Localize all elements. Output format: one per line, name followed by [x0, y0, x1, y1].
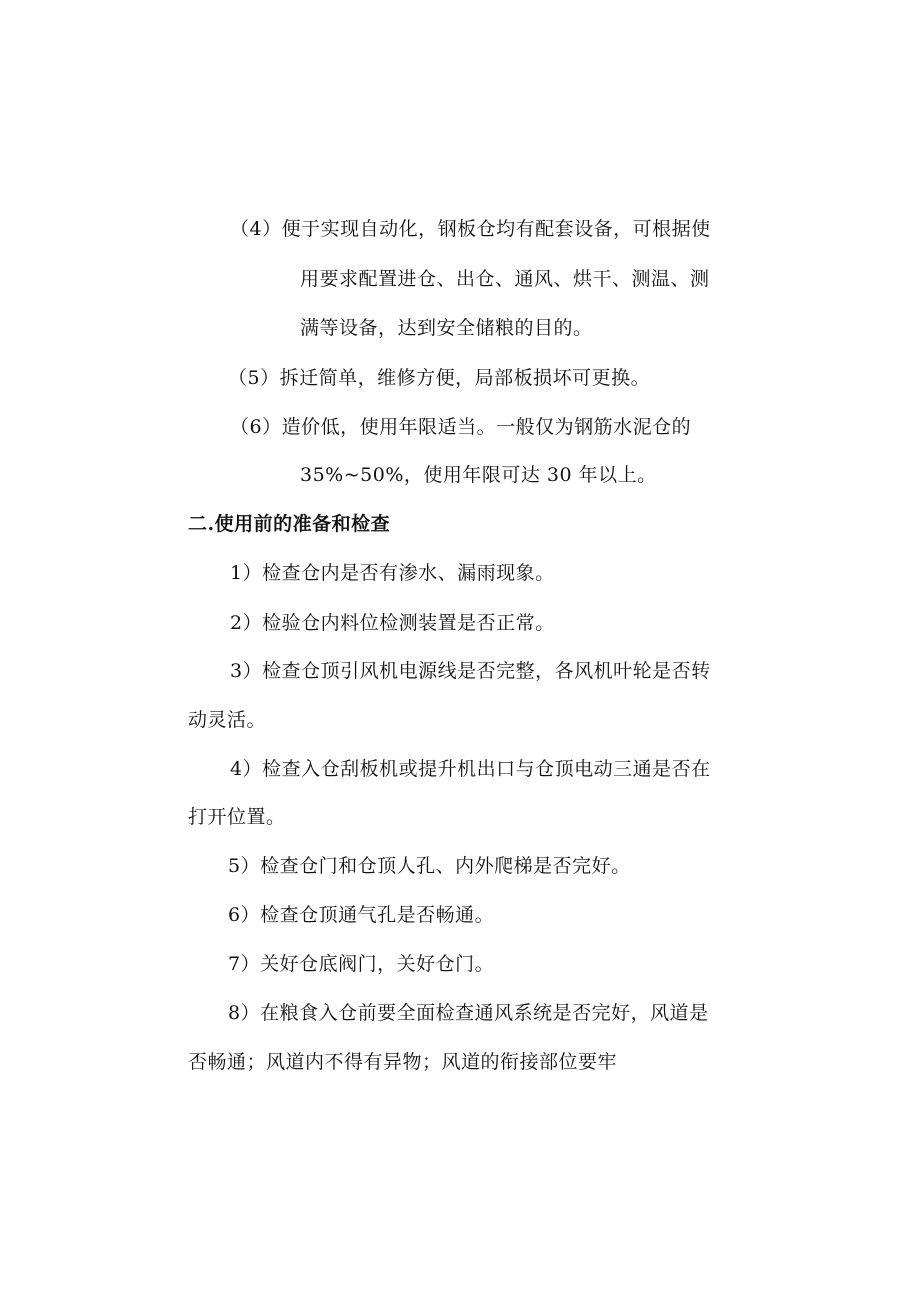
check-item-8-line-1: 8）在粮食入仓前要全面检查通风系统是否完好，风道是	[228, 1002, 709, 1024]
item-4-line-1: （4）便于实现自动化，钢板仓均有配套设备，可根据使	[230, 218, 711, 240]
check-item-8-line-2: 否畅通；风道内不得有异物；风道的衔接部位要牢	[188, 1051, 618, 1073]
item-4-line-3: 满等设备，达到安全储粮的目的。	[300, 317, 593, 339]
check-item-4-line-2: 打开位置。	[188, 806, 286, 828]
check-item-6: 6）检查仓顶通气孔是否畅通。	[228, 904, 495, 926]
check-item-3-line-2: 动灵活。	[188, 709, 267, 731]
check-item-7: 7）关好仓底阀门，关好仓门。	[228, 953, 495, 975]
check-item-5: 5）检查仓门和仓顶人孔、内外爬梯是否完好。	[228, 855, 631, 877]
section-heading: 二.使用前的准备和检查	[188, 513, 391, 535]
item-6-line-1: （6）造价低，使用年限适当。一般仅为钢筋水泥仓的	[230, 416, 692, 438]
item-4-line-2: 用要求配置进仓、出仓、通风、烘干、测温、测	[300, 268, 710, 290]
check-item-1: 1）检查仓内是否有渗水、漏雨现象。	[230, 562, 555, 584]
check-item-3-line-1: 3）检查仓顶引风机电源线是否完整，各风机叶轮是否转	[230, 660, 711, 682]
item-6-line-2: 35%~50%，使用年限可达 30 年以上。	[300, 464, 657, 486]
check-item-2: 2）检验仓内料位检测装置是否正常。	[230, 612, 555, 634]
check-item-4-line-1: 4）检查入仓刮板机或提升机出口与仓顶电动三通是否在	[230, 758, 711, 780]
item-5-line-1: （5）拆迁简单，维修方便，局部板损坏可更换。	[228, 367, 651, 389]
